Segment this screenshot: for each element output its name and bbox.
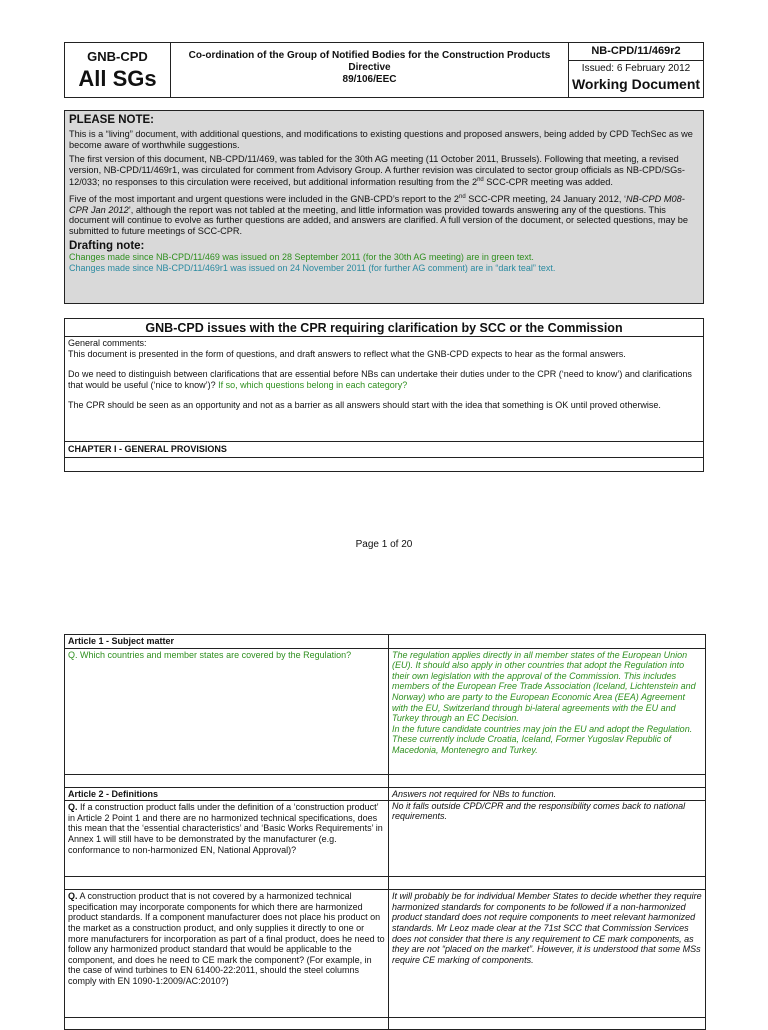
note-paragraph-living: This is a “living” document, with additional questions, and modifications to existing questions and proposed answers, being added by CPD TechSec as we become aware of worthwhile suggestions. (69, 129, 693, 150)
table-row (65, 648, 706, 774)
group-name: All SGs (78, 66, 157, 91)
page-number: Page 1 of 20 (355, 539, 413, 550)
document-status: Working Document (571, 76, 701, 92)
page-2-table (64, 634, 705, 1030)
table-row (65, 801, 706, 877)
general-comments (65, 337, 703, 442)
issues-box (64, 318, 704, 472)
issue-date: Issued: 6 February 2012 (581, 63, 691, 74)
note-heading: PLEASE NOTE: (69, 114, 154, 126)
article-2-answer-2: It will probably be for individual Member States to decide whether they require harmonized standards for components to be followed if a non-harmonized product standard does not require components to meet relevant harmonized standards. Mr Leoz made clear at the 71st SCC that Commission Services does not consider that there is any requirement to CE mark components, as they are not “placed on the market”. However, it is understood that some MSs require CE marking of components. (389, 890, 706, 1018)
directive-number: 89/106/EEC (342, 74, 397, 85)
note-paragraph-scc: Five of the most important and urgent questions were included in the GNB-CPD’s report to the 2nd SCC-CPR meeting, 24 January 2012, ‘NB-CPD M08-CPR Jan 2012’, although the report was not tabled at the meeting, and little information was provided towards answering any of the questions. This document will continue to evolve as further questions are added, and answers are clarified. A full version of the document, or selected questions, may be submitted to future meetings of SCC-CPR. (69, 194, 688, 236)
please-note-box (64, 110, 704, 304)
article-1-answer: The regulation applies directly in all member states of the European Union (EU). It should also apply in other countries that adopt the Regulation into their own legislation with the approval of the Commission. This includes members of the European Free Trade Association (Iceland, Lichtenstein and Norway) who are party to the European Economic Area (EEA) Agreement with the EU, Switzerland through bi-lateral agreements with the EU and Turkey through an EC Decision. In the future candidate countries may join the EU and adopt the Regulation. These currently include Croatia, Iceland, Former Yugoslav Republic of Macedonia, Montenegro and Turkey. (389, 648, 706, 774)
header-left-cell (65, 43, 171, 97)
article-2-question-1: Q. If a construction product falls under the definition of a ‘construction product’ in Article 2 Point 1 and there are no harmonized technical specifications, does this mean that the ‘essential characteristics’ and ‘Basic Works Requirements’ in Annex 1 will still have to be demonstrated by the manufacturer (e.g. conformance to non-harmonized EN, National Approval)? (65, 801, 389, 877)
general-comment-2: Do we need to distinguish between clarifications that are essential before NBs can undertake their duties under to the CPR (‘need to know’) and clarifications that would be useful (‘nice to know’)? If so, which questions belong in each category? (68, 369, 692, 390)
issues-title: GNB-CPD issues with the CPR requiring clarification by SCC or the Commission (65, 319, 703, 337)
header-center-cell (171, 43, 569, 97)
org-name: GNB-CPD (87, 49, 148, 64)
article-1-heading: Article 1 - Subject matter (65, 635, 389, 649)
note-paragraph-history: The first version of this document, NB-CPD/11/469, was tabled for the 30th AG meeting (11 October 2011, Brussels). Following that meeting, a revised version, NB-CPD/11/469r1, was circulated for comment from Advisory Group. A further revision was circulated to sector group officials as NB-CPD/SGs-12/033; no responses to this circulation were received, but additional information resulting from the 2nd SCC-CPR meeting was added. (69, 154, 685, 188)
document-header (64, 42, 704, 98)
table-row (65, 877, 706, 890)
general-comment-1: This document is presented in the form of questions, and draft answers to reflect what the GNB-CPD expects to hear as the formal answers. (68, 348, 626, 359)
general-comment-3: The CPR should be seen as an opportunity and not as a barrier as all answers should start with the idea that something is OK until proved otherwise. (68, 400, 661, 410)
table-row (65, 890, 706, 1018)
table-row (65, 774, 706, 787)
general-comments-label: General comments: (68, 338, 147, 348)
drafting-note-green: Changes made since NB-CPD/11/469 was issued on 28 September 2011 (for the 30th AG meeting) are in green text. (69, 252, 534, 263)
article-2-question-2: Q. A construction product that is not covered by a harmonized technical specification may incorporate components for which there are harmonized product standards. If a component manufacturer does not place his product on the market as a construction product, and only supplies it directly to one or more manufacturers for incorporation as part of a final product, does he need to follow any harmonized product standard that would be applicable to the component, and does he need to CE mark the component? (For example, in the case of wind turbines to EN 61400-22:2011, should the steel columns comply with EN 1090-1:2009/AC:2010?) (65, 890, 389, 1018)
chapter-heading: CHAPTER I - GENERAL PROVISIONS (65, 442, 703, 458)
drafting-note-teal: Changes made since NB-CPD/11/469r1 was issued on 24 November 2011 (for further AG comment) are in “dark teal” text. (69, 262, 556, 273)
article-2-heading: Article 2 - Definitions (65, 787, 389, 801)
table-row (65, 635, 706, 649)
drafting-note-heading: Drafting note: (69, 240, 145, 253)
header-right-cell (569, 43, 703, 97)
document-title: Co-ordination of the Group of Notified Bodies for the Construction Products Directive (188, 50, 551, 73)
table-row (65, 787, 706, 801)
article-2-note: Answers not required for NBs to function. (389, 787, 706, 801)
article-table (64, 634, 706, 1030)
article-1-question: Q. Which countries and member states are covered by the Regulation? (65, 648, 389, 774)
article-2-answer-1: No it falls outside CPD/CPR and the responsibility comes back to national requirements. (389, 801, 706, 877)
document-reference: NB-CPD/11/469r2 (569, 43, 703, 61)
